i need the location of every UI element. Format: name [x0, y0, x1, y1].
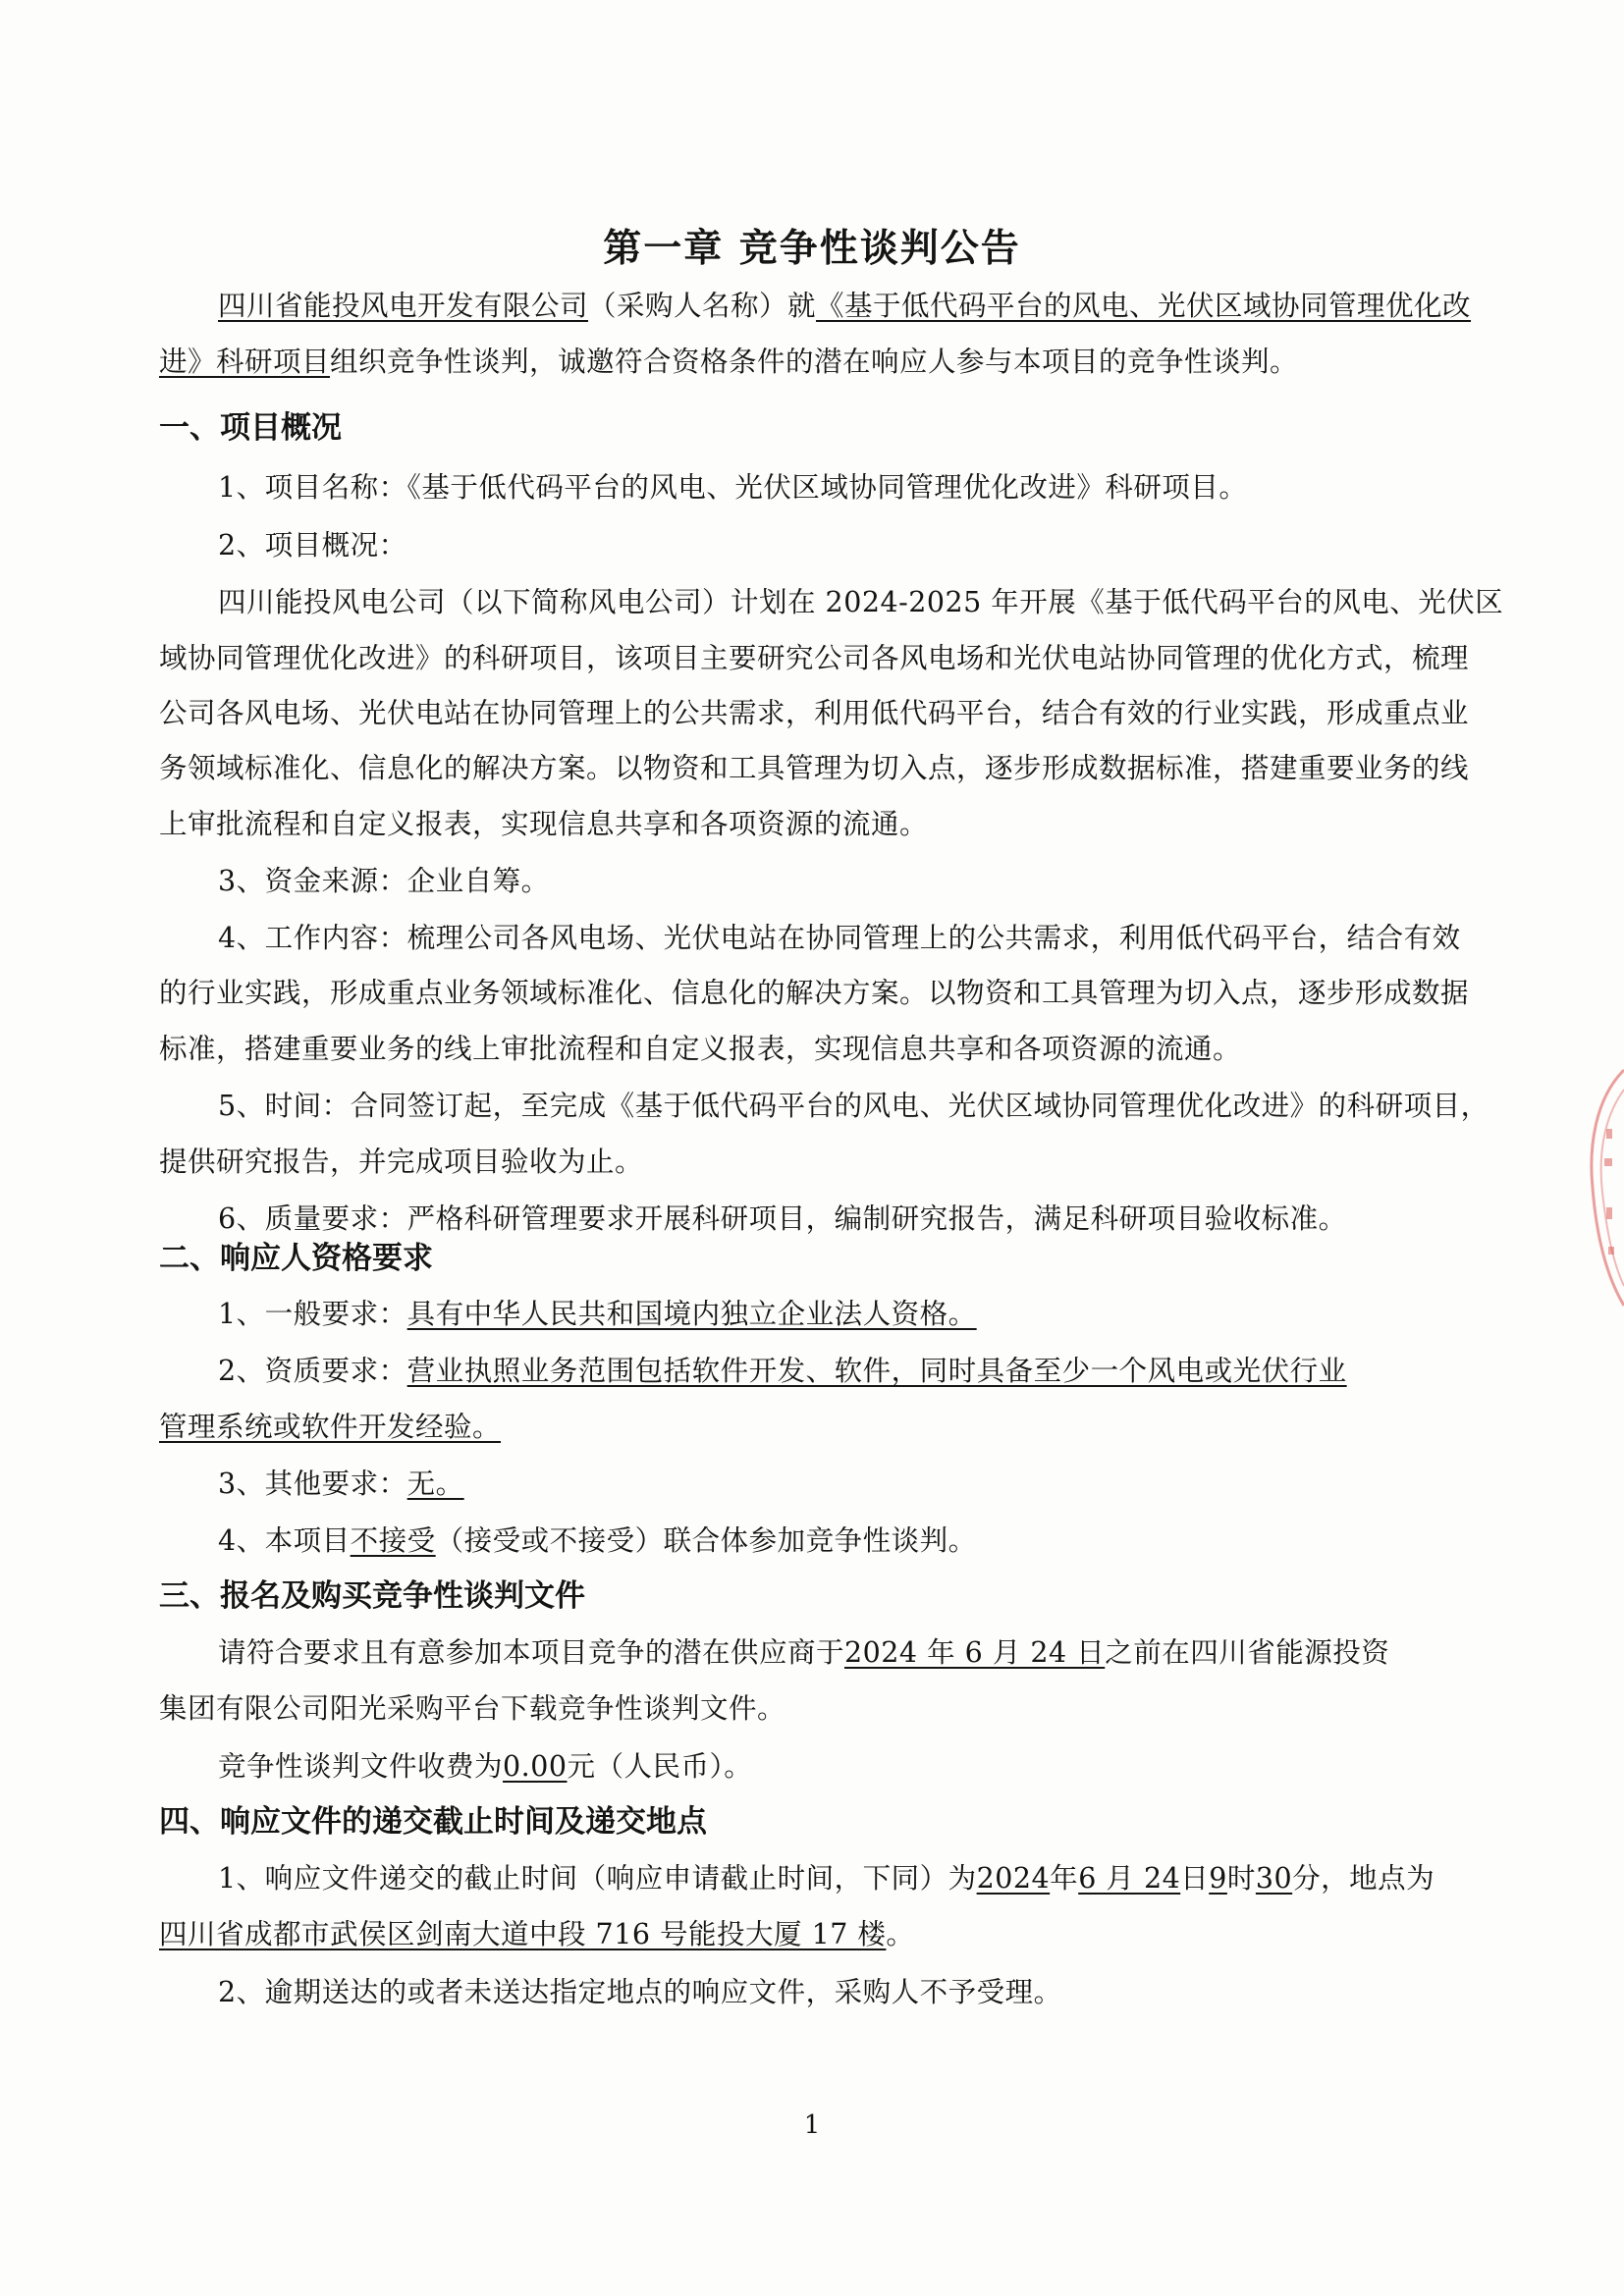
work-content-line: 标准，搭建重要业务的线上审批流程和自定义报表，实现信息共享和各项资源的流通。	[159, 1033, 1242, 1065]
item-general-requirement: 1、一般要求：具有中华人民共和国境内独立企业法人资格。	[218, 1298, 977, 1330]
item-quality: 6、质量要求：严格科研管理要求开展科研项目，编制研究报告，满足科研项目验收标准。	[218, 1202, 1347, 1235]
section-heading-3: 三、报名及购买竞争性谈判文件	[159, 1578, 585, 1614]
deadline-line-1: 1、响应文件递交的截止时间（响应申请截止时间，下同）为2024年6 月 24日9时30分，地点为	[218, 1862, 1435, 1895]
deadline-line-2: 四川省成都市武侯区剑南大道中段 716 号能投大厦 17 楼。	[159, 1918, 915, 1950]
item-project-name: 1、项目名称：《基于低代码平台的风电、光伏区域协同管理优化改进》科研项目。	[218, 471, 1248, 504]
late-submission-notice: 2、逾期送达的或者未送达指定地点的响应文件，采购人不予受理。	[218, 1976, 1062, 2008]
seal-stamp-icon	[1585, 1060, 1624, 1315]
intro-line-2: 进》科研项目组织竞争性谈判，诚邀符合资格条件的潜在响应人参与本项目的竞争性谈判。	[159, 346, 1299, 378]
item-time: 5、时间：合同签订起，至完成《基于低代码平台的风电、光伏区域协同管理优化改进》的科研项目，	[218, 1090, 1489, 1122]
document-fee: 竞争性谈判文件收费为0.00元（人民币）。	[218, 1750, 753, 1783]
overview-line: 公司各风电场、光伏电站在协同管理上的公共需求，利用低代码平台，结合有效的行业实践，形成重点业	[159, 697, 1470, 729]
submission-address: 四川省成都市武侯区剑南大道中段 716 号能投大厦 17 楼	[159, 1918, 887, 1950]
section-heading-4: 四、响应文件的递交截止时间及递交地点	[159, 1804, 707, 1840]
work-content-line: 的行业实践，形成重点业务领域标准化、信息化的解决方案。以物资和工具管理为切入点，逐步形成数据	[159, 977, 1470, 1009]
purchaser-name: 四川省能投风电开发有限公司	[218, 290, 589, 322]
item-funding: 3、资金来源：企业自筹。	[218, 865, 550, 897]
section-heading-1: 一、项目概况	[159, 410, 342, 446]
project-name: 《基于低代码平台的风电、光伏区域协同管理优化改	[816, 290, 1472, 322]
fee-amount: 0.00	[503, 1750, 568, 1783]
item-other-requirement: 3、其他要求：无。	[218, 1468, 464, 1500]
item-work-content: 4、工作内容：梳理公司各风电场、光伏电站在协同管理上的公共需求，利用低代码平台，结合有效	[218, 922, 1461, 954]
page-number: 1	[803, 2110, 821, 2140]
registration-line-1: 请符合要求且有意参加本项目竞争的潜在供应商于2024 年 6 月 24 日之前在四川省能源投资	[218, 1636, 1390, 1669]
item-project-overview: 2、项目概况：	[218, 529, 407, 561]
registration-date: 2024 年 6 月 24 日	[844, 1636, 1106, 1669]
item-consortium: 4、本项目不接受（接受或不接受）联合体参加竞争性谈判。	[218, 1524, 977, 1557]
time-line: 提供研究报告，并完成项目验收为止。	[159, 1146, 644, 1178]
overview-line: 域协同管理优化改进》的科研项目，该项目主要研究公司各风电场和光伏电站协同管理的优化方式，梳理	[159, 642, 1470, 674]
qualification-line: 管理系统或软件开发经验。	[159, 1411, 502, 1443]
overview-line: 上审批流程和自定义报表，实现信息共享和各项资源的流通。	[159, 808, 929, 840]
intro-line-1: 四川省能投风电开发有限公司（采购人名称）就《基于低代码平台的风电、光伏区域协同管理优化改	[218, 290, 1472, 322]
registration-line-2: 集团有限公司阳光采购平台下载竞争性谈判文件。	[159, 1692, 786, 1725]
overview-line: 四川能投风电公司（以下简称风电公司）计划在 2024-2025 年开展《基于低代码平台的风电、光伏区	[218, 586, 1504, 618]
item-qualification-requirement: 2、资质要求：营业执照业务范围包括软件开发、软件，同时具备至少一个风电或光伏行业	[218, 1355, 1347, 1387]
overview-line: 务领域标准化、信息化的解决方案。以物资和工具管理为切入点，逐步形成数据标准，搭建重要业务的线	[159, 752, 1470, 784]
section-heading-2: 二、响应人资格要求	[159, 1241, 433, 1276]
page-title: 第一章 竞争性谈判公告	[603, 227, 1021, 271]
